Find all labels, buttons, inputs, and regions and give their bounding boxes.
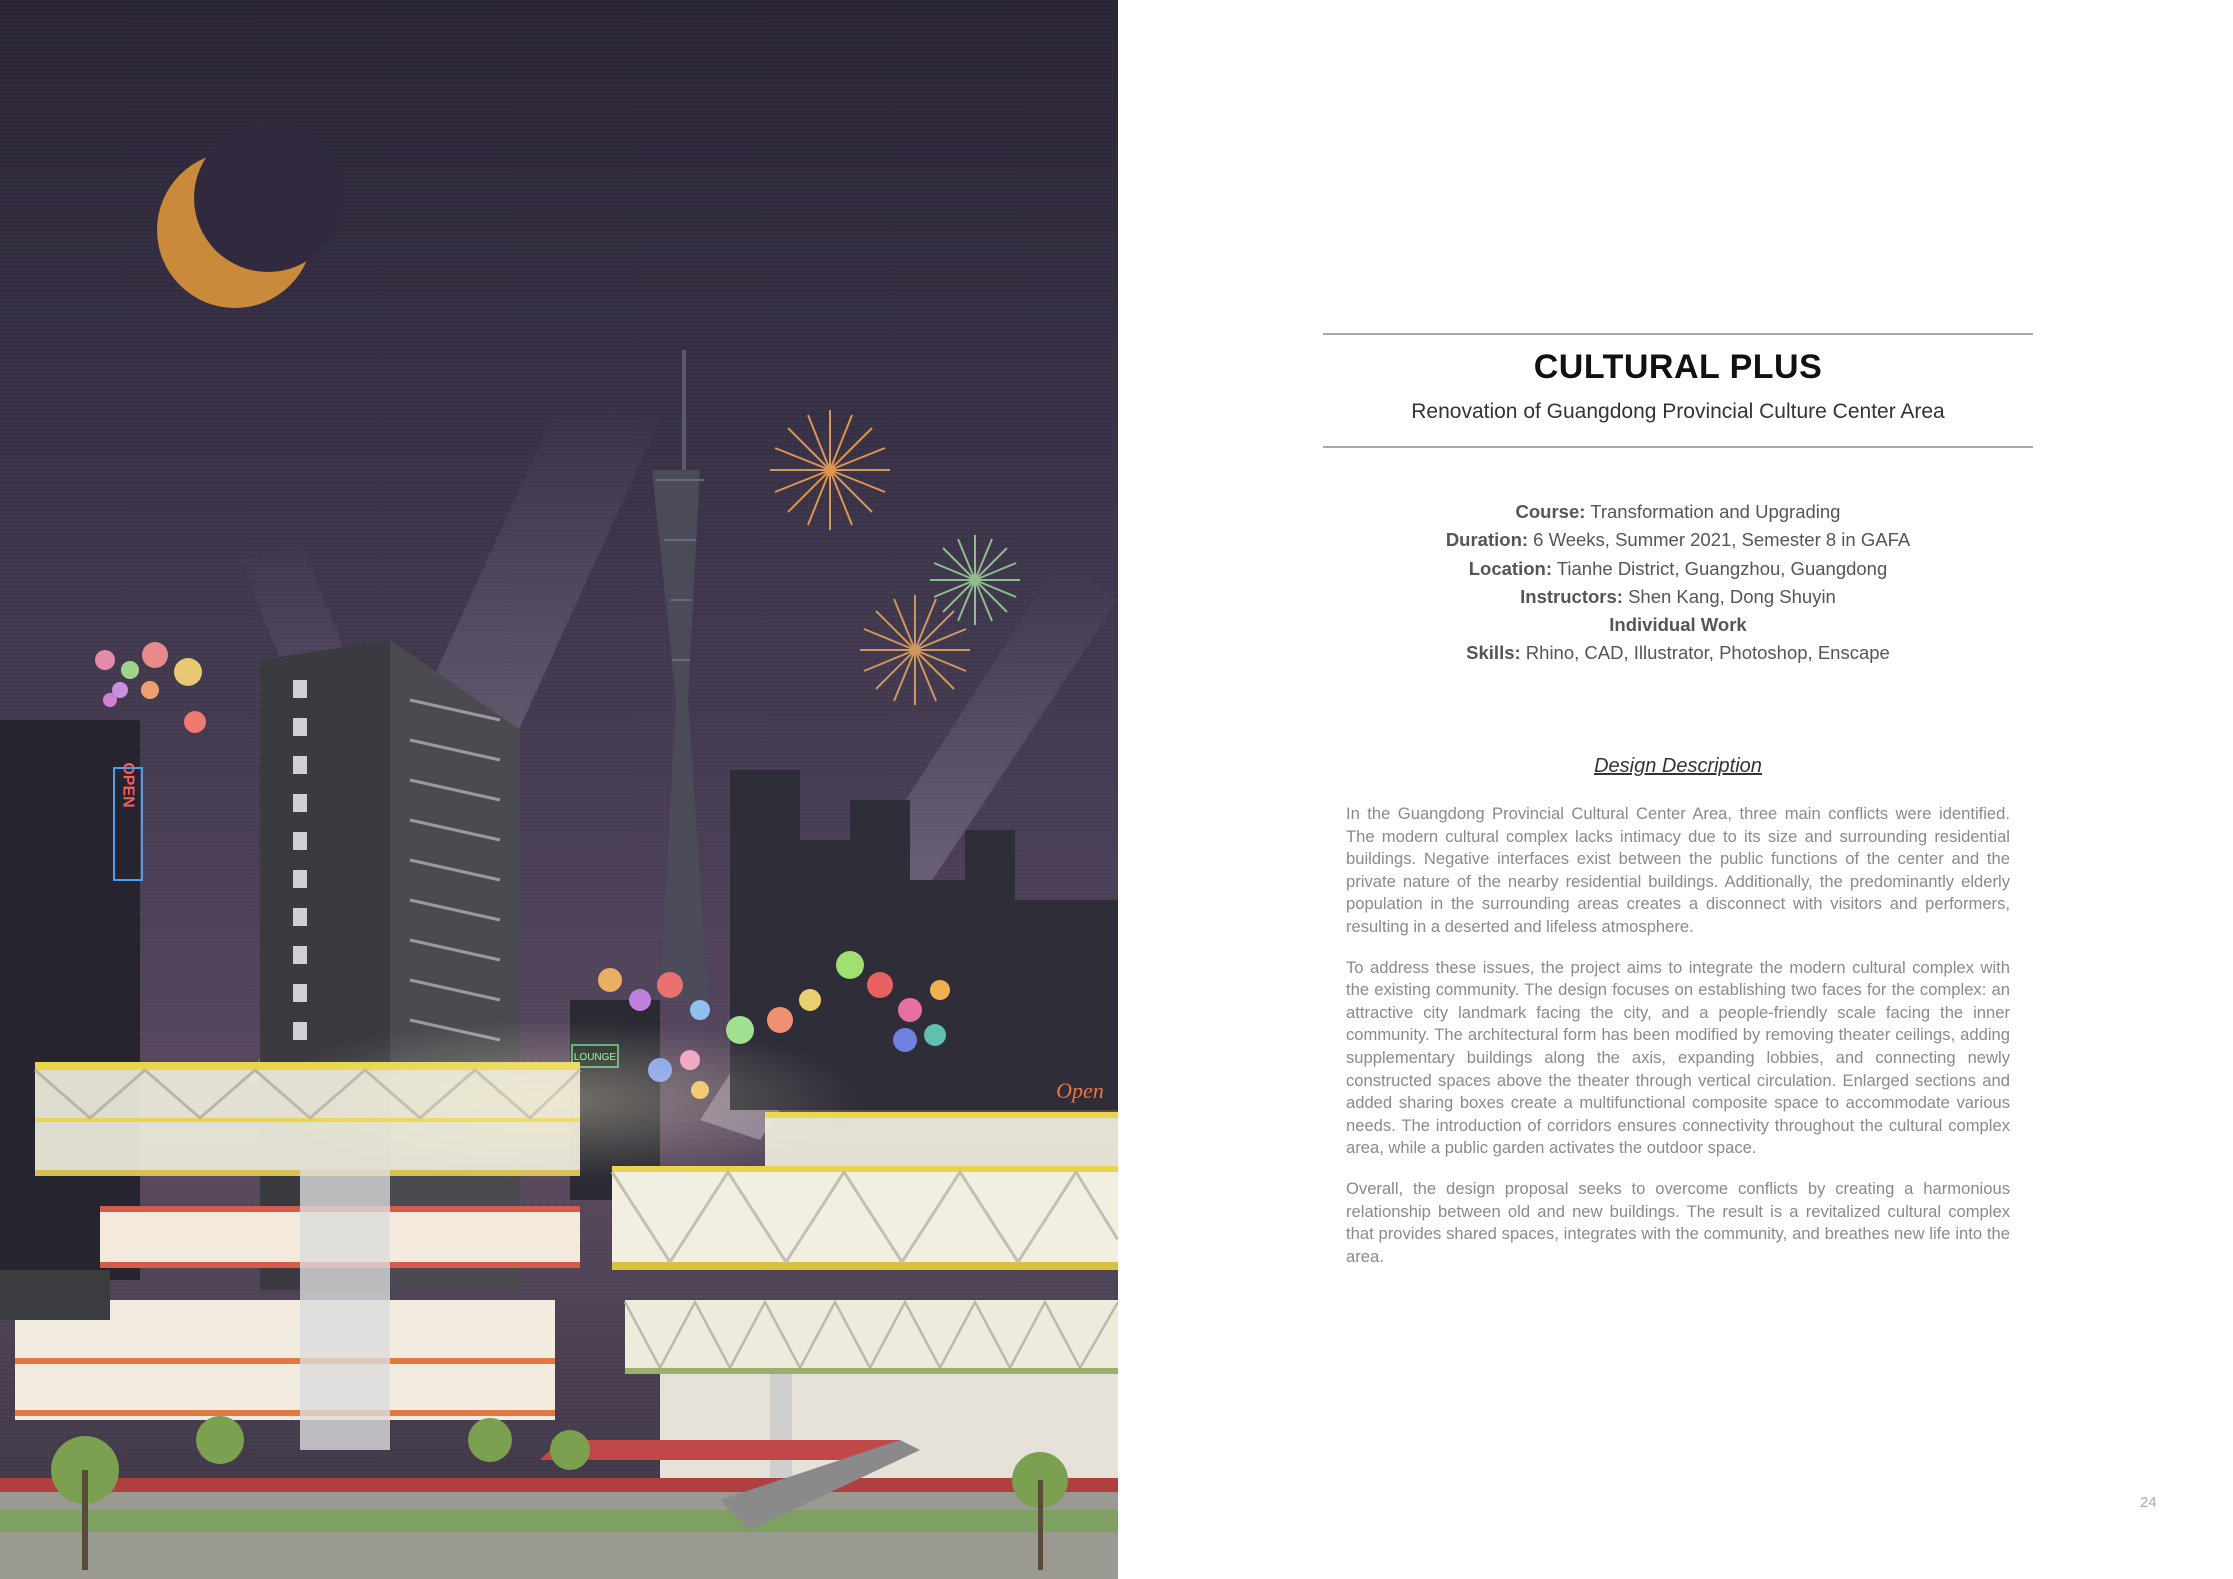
detail-duration: Duration: 6 Weeks, Summer 2021, Semester 8 in GAFA [1445, 529, 1911, 551]
detail-individual-work: Individual Work [1609, 614, 1747, 636]
svg-text:Open: Open [1056, 1078, 1104, 1103]
title-bottom-divider [1323, 446, 2033, 448]
project-title: CULTURAL PLUS [1533, 348, 1823, 386]
detail-instructors: Instructors: Shen Kang, Dong Shuyin [1520, 585, 1836, 607]
neon-sign-open-script [1056, 1078, 1104, 1103]
design-description-heading: Design Description [1594, 755, 1762, 777]
project-subtitle: Renovation of Guangdong Provincial Culture Center Area [1411, 400, 1945, 423]
detail-course: Course: Transformation and Upgrading [1515, 501, 1841, 522]
title-top-divider [1323, 333, 2033, 335]
description-paragraph: Overall, the design proposal seeks to overcome conflicts by creating a harmonious relationship between old and new buildings. The result is a revitalized cultural complex that provides shared spaces, integrates with the community, and breathes new life into the area. [1346, 1178, 2010, 1266]
description-paragraph: To address these issues, the project aims to integrate the modern cultural complex with the existing community. The design focuses on establishing two faces for the complex: an attractive city landmark facing the city, and a people-friendly scale facing the inner community. The architectural form has been modified by removing theater ceilings, adding supplementary buildings along the axis, expanding lobbies, and connecting newly constructed spaces above the theater through vertical circulation. Enlarged sections and added sharing boxes create a multifunctional composite space to accommodate various needs. The introduction of corridors ensures connectivity throughout the cultural complex area, while a public garden activates the outdoor space. [1346, 957, 2010, 1158]
detail-skills: Skills: Rhino, CAD, Illustrator, Photoshop, Enscape [1466, 642, 1890, 664]
design-description-body [1346, 803, 2010, 1286]
page-number: 24 [2140, 1494, 2157, 1511]
description-paragraph: In the Guangdong Provincial Cultural Center Area, three main conflicts were identified. The modern cultural complex lacks intimacy due to its size and surrounding residential buildings. Negative interfaces exist between the public functions of the center and the private nature of the nearby residential buildings. Additionally, the predominantly elderly population in the surrounding areas creates a disconnect with visitors and performers, resulting in a deserted and lifeless atmosphere. [1346, 804, 2010, 936]
detail-location: Location: Tianhe District, Guangzhou, Guangdong [1468, 557, 1888, 579]
svg-text:OPEN: OPEN [119, 762, 137, 808]
project-details [1323, 498, 2033, 668]
project-page [1118, 0, 2233, 1579]
